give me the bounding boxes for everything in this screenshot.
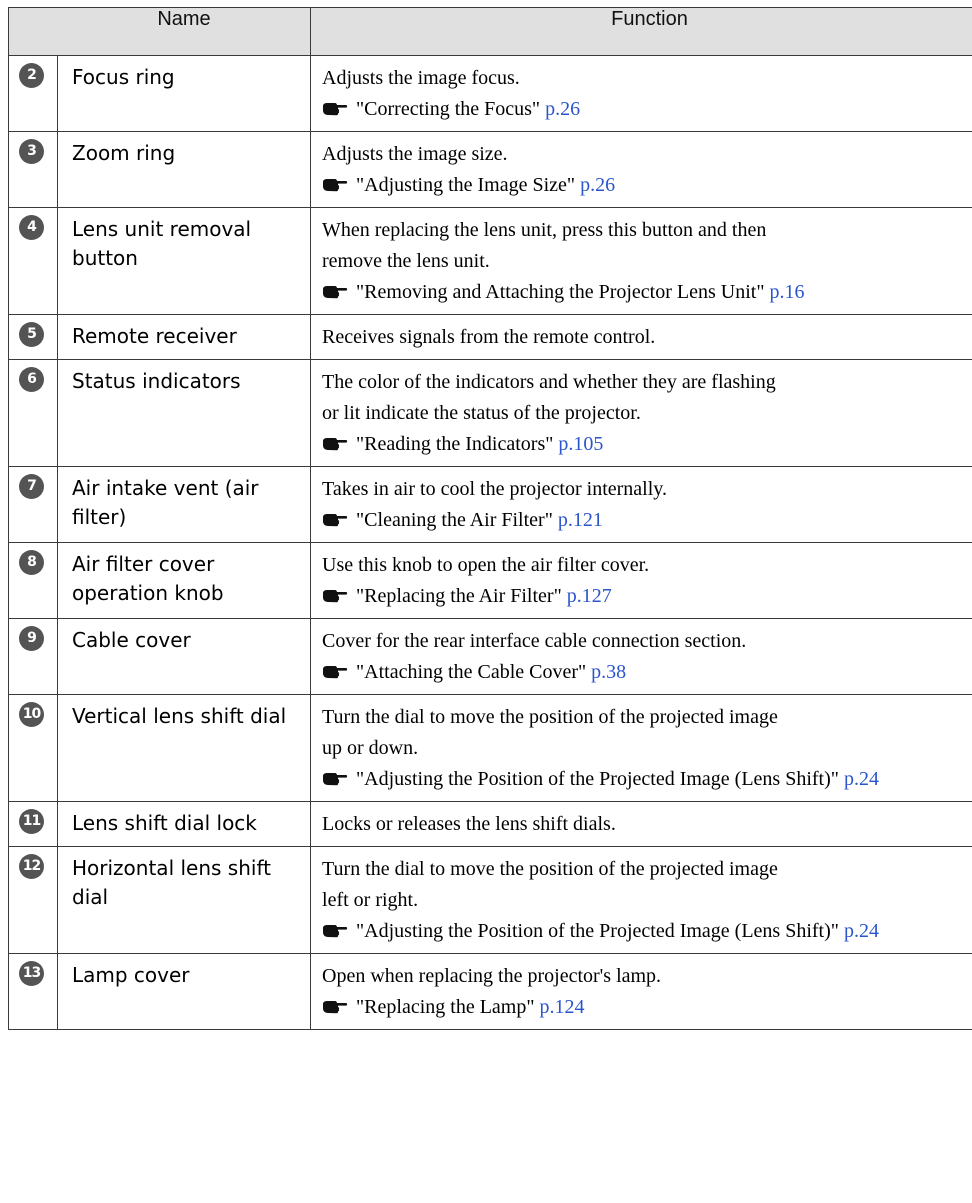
page-reference-link[interactable]: p.38 xyxy=(591,661,627,683)
item-number-badge: 8 xyxy=(19,550,44,575)
function-description-line: Adjusts the image focus. xyxy=(322,67,520,89)
function-description-line: Locks or releases the lens shift dials. xyxy=(322,813,616,835)
page-reference-link[interactable]: p.16 xyxy=(769,281,805,303)
item-name: Lens unit removal button xyxy=(58,208,311,315)
reference-title: "Adjusting the Position of the Projected Image (Lens Shift)" xyxy=(356,768,839,790)
item-number-cell xyxy=(9,954,58,1030)
pointing-hand-icon xyxy=(322,178,348,192)
page-reference-link[interactable]: p.124 xyxy=(539,996,585,1018)
pointing-hand-icon xyxy=(322,772,348,786)
column-header-function: Function xyxy=(311,8,972,56)
reference-title: "Cleaning the Air Filter" xyxy=(356,509,553,531)
pointing-hand-icon xyxy=(322,589,348,603)
function-description-line: Adjusts the image size. xyxy=(322,143,508,165)
cross-reference xyxy=(322,170,972,201)
item-number-badge: 6 xyxy=(19,367,44,392)
item-function xyxy=(311,315,972,360)
function-description-line: When replacing the lens unit, press this button and then xyxy=(322,219,767,241)
item-number-badge: 11 xyxy=(19,809,44,834)
cross-reference xyxy=(322,657,972,688)
item-number-cell xyxy=(9,132,58,208)
item-function xyxy=(311,208,972,315)
table-row xyxy=(9,360,972,467)
pointing-hand-icon xyxy=(322,513,348,527)
item-number-cell xyxy=(9,695,58,802)
item-number-badge: 12 xyxy=(19,854,44,879)
table-row xyxy=(9,315,972,360)
function-description-line: Use this knob to open the air filter cover. xyxy=(322,554,650,576)
pointing-hand-icon xyxy=(322,924,348,938)
item-number-cell xyxy=(9,619,58,695)
table-row xyxy=(9,847,972,954)
cross-reference xyxy=(322,94,972,125)
item-name: Focus ring xyxy=(58,56,311,132)
reference-title: "Removing and Attaching the Projector Lens Unit" xyxy=(356,281,765,303)
pointing-hand-icon xyxy=(322,102,348,116)
item-number-cell xyxy=(9,847,58,954)
page-reference-link[interactable]: p.105 xyxy=(558,433,604,455)
item-function xyxy=(311,56,972,132)
function-description-line: remove the lens unit. xyxy=(322,250,490,272)
item-number-badge: 9 xyxy=(19,626,44,651)
function-description-line: up or down. xyxy=(322,737,419,759)
item-function xyxy=(311,802,972,847)
reference-title: "Replacing the Lamp" xyxy=(356,996,535,1018)
table-row xyxy=(9,208,972,315)
item-name: Lamp cover xyxy=(58,954,311,1030)
function-description-line: Receives signals from the remote control. xyxy=(322,326,656,348)
pointing-hand-icon xyxy=(322,437,348,451)
function-description-line: The color of the indicators and whether they are flashing xyxy=(322,371,776,393)
page-reference-link[interactable]: p.26 xyxy=(545,98,581,120)
item-number-cell xyxy=(9,56,58,132)
pointing-hand-icon xyxy=(322,665,348,679)
reference-title: "Reading the Indicators" xyxy=(356,433,554,455)
item-name: Air filter cover operation knob xyxy=(58,543,311,619)
cross-reference xyxy=(322,992,972,1023)
table-row xyxy=(9,467,972,543)
item-number-cell xyxy=(9,467,58,543)
item-name: Horizontal lens shift dial xyxy=(58,847,311,954)
reference-title: "Attaching the Cable Cover" xyxy=(356,661,587,683)
table-row xyxy=(9,954,972,1030)
item-number-badge: 13 xyxy=(19,961,44,986)
reference-title: "Adjusting the Image Size" xyxy=(356,174,576,196)
item-number-badge: 7 xyxy=(19,474,44,499)
item-name: Zoom ring xyxy=(58,132,311,208)
item-number-badge: 10 xyxy=(19,702,44,727)
item-function xyxy=(311,847,972,954)
page-reference-link[interactable]: p.127 xyxy=(566,585,612,607)
column-header-name: Name xyxy=(9,8,311,56)
cross-reference xyxy=(322,429,972,460)
item-function xyxy=(311,543,972,619)
function-description-line: Turn the dial to move the position of the projected image xyxy=(322,858,778,880)
pointing-hand-icon xyxy=(322,285,348,299)
cross-reference xyxy=(322,916,972,947)
function-description-line: Turn the dial to move the position of the projected image xyxy=(322,706,778,728)
item-name: Air intake vent (air filter) xyxy=(58,467,311,543)
item-number-badge: 5 xyxy=(19,322,44,347)
item-number-cell xyxy=(9,315,58,360)
reference-title: "Replacing the Air Filter" xyxy=(356,585,562,607)
page-reference-link[interactable]: p.24 xyxy=(843,768,879,790)
item-function xyxy=(311,695,972,802)
item-name: Status indicators xyxy=(58,360,311,467)
function-description-line: Takes in air to cool the projector internally. xyxy=(322,478,667,500)
table-row xyxy=(9,543,972,619)
cross-reference xyxy=(322,581,972,612)
item-function xyxy=(311,360,972,467)
item-function xyxy=(311,619,972,695)
page-reference-link[interactable]: p.24 xyxy=(843,920,879,942)
item-number-cell xyxy=(9,802,58,847)
function-description-line: Open when replacing the projector's lamp. xyxy=(322,965,662,987)
table-row xyxy=(9,695,972,802)
reference-title: "Adjusting the Position of the Projected Image (Lens Shift)" xyxy=(356,920,839,942)
page-reference-link[interactable]: p.121 xyxy=(557,509,603,531)
cross-reference xyxy=(322,505,972,536)
function-description-line: Cover for the rear interface cable connection section. xyxy=(322,630,747,652)
page-reference-link[interactable]: p.26 xyxy=(580,174,616,196)
item-name: Lens shift dial lock xyxy=(58,802,311,847)
item-name: Vertical lens shift dial xyxy=(58,695,311,802)
item-number-cell xyxy=(9,360,58,467)
item-number-cell xyxy=(9,543,58,619)
item-function xyxy=(311,954,972,1030)
table-row xyxy=(9,56,972,132)
item-function xyxy=(311,132,972,208)
item-name: Cable cover xyxy=(58,619,311,695)
item-name: Remote receiver xyxy=(58,315,311,360)
table-row xyxy=(9,132,972,208)
reference-title: "Correcting the Focus" xyxy=(356,98,541,120)
function-description-line: left or right. xyxy=(322,889,419,911)
function-description-line: or lit indicate the status of the projector. xyxy=(322,402,641,424)
item-number-cell xyxy=(9,208,58,315)
cross-reference xyxy=(322,277,972,308)
table-header-row xyxy=(9,8,972,56)
table-row xyxy=(9,802,972,847)
pointing-hand-icon xyxy=(322,1000,348,1014)
cross-reference xyxy=(322,764,972,795)
item-number-badge: 3 xyxy=(19,139,44,164)
item-number-badge: 2 xyxy=(19,63,44,88)
table-row xyxy=(9,619,972,695)
parts-table xyxy=(8,7,972,1030)
item-number-badge: 4 xyxy=(19,215,44,240)
item-function xyxy=(311,467,972,543)
